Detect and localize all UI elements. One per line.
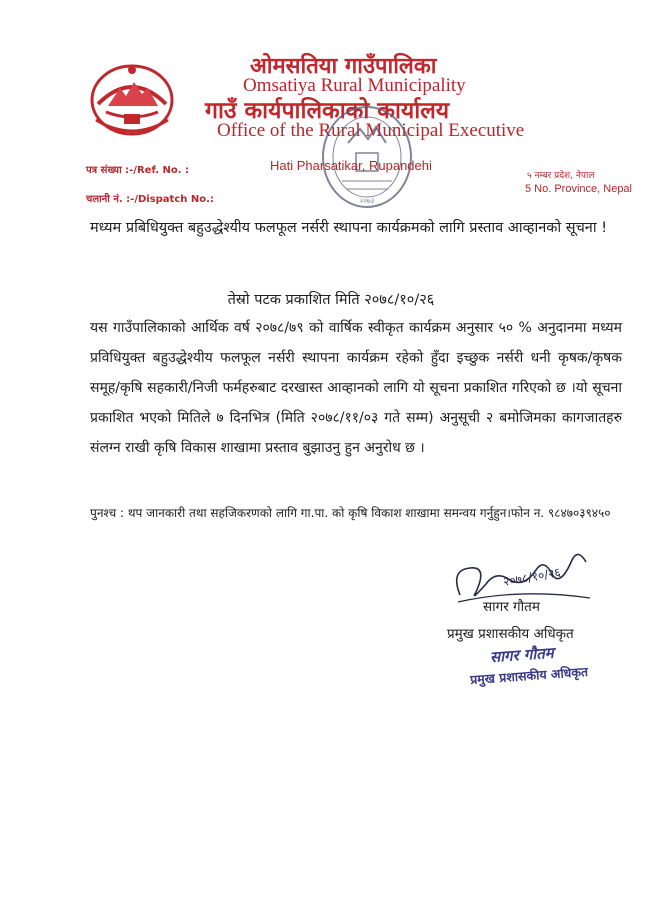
office-name-nepali: गाउँ कार्यपालिकाको कार्यालय [205, 98, 450, 124]
dispatch-number-label: चलानी नं. :-/Dispatch No.: [86, 194, 214, 205]
notice-subject: मध्यम प्रबिधियुक्त बहुउद्धेश्यीय फलफूल नर्सरी स्थापना कार्यक्रमको लागि प्रस्ताव आव्हानको सूचना ! [90, 220, 608, 236]
municipality-emblem-icon [86, 60, 178, 140]
municipality-name-english: Omsatiya Rural Municipality [243, 75, 466, 96]
stamp-title: प्रमुख प्रशासकीय अधिकृत [469, 663, 589, 688]
handwritten-date: २०७८/१०/२६ [502, 565, 562, 589]
signatory-name: सागर गौतम [483, 599, 540, 615]
province-english: 5 No. Province, Nepal [525, 183, 632, 195]
municipality-name-nepali: ओमसतिया गाउँपालिका [250, 54, 437, 79]
reference-number-label: पत्र संख्या :-/Ref. No. : [86, 165, 190, 176]
office-address: Hati Pharsatikar, Rupandehi [270, 158, 432, 173]
seal-year: २०७३ [359, 197, 375, 205]
office-name-english: Office of the Rural Municipal Executive [217, 120, 525, 141]
stamp-name: सागर गौतम [489, 643, 555, 667]
office-seal [318, 103, 416, 211]
published-date-line: तेस्रो पटक प्रकाशित मिति २०७८/१०/२६ [227, 292, 435, 308]
province-nepali: ५ नम्बर प्रदेश, नेपाल [527, 171, 595, 181]
notice-body: यस गाउँपालिकाको आर्थिक वर्ष २०७८/७९ को वार्षिक स्वीकृत कार्यक्रम अनुसार ५० % अनुदानमा मध्यम प्रविधियुक्त बहुउद्धेश्यीय फलफूल नर्सरी स्थापना कार्यक्रम रहेको हुँदा इच्छुक नर्सरी धनी कृषक/कृषक समूह/कृषि सहकारी/निजी फर्महरुबाट दरखास्त आव्हानको लागि यो सूचना प्रकाशित गरिएको छ ।यो सूचना प्रकाशित भएको मितिले ७ दिनभित्र (मिति २०७८/११/०३ गते सम्म) अनुसूची २ बमोजिमका कागजातहरु संलग्न राखी कृषि विकास शाखामा प्रस्ताव बुझाउनु हुन अनुरोध छ । [90, 320, 622, 456]
signatory-title: प्रमुख प्रशासकीय अधिकृत [447, 626, 574, 642]
postscript-note: पुनश्च : थप जानकारी तथा सहजिकरणको लागि गा.पा. को कृषि विकाश शाखामा समन्वय गर्नुहुन।फोन न. ९८४७०३९४५० [90, 506, 611, 520]
